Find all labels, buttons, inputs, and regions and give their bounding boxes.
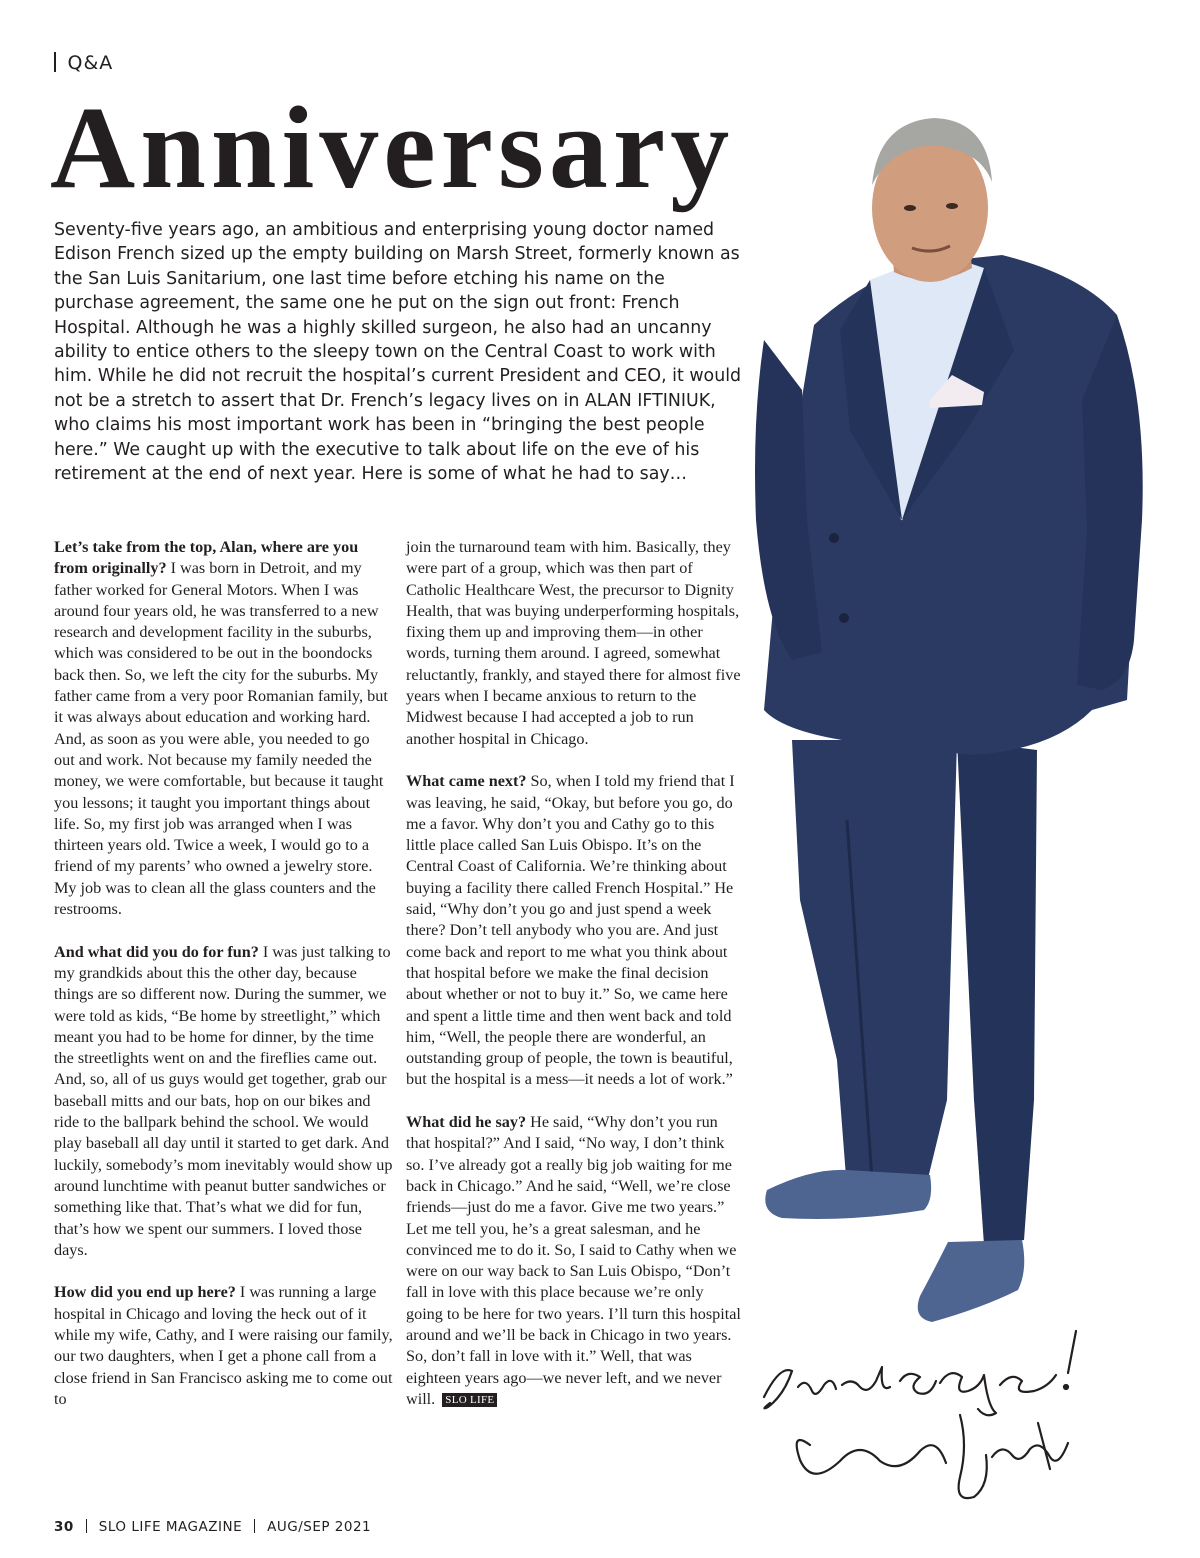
intro-paragraph: Seventy-five years ago, an ambitious and enterprising young doctor named Edison French sized up the empty building on Marsh Street, formerly known as the San Luis Sanitarium, one last time before etching his name on the purchase agreement, the same one he put on the sign out front: French Hospital. Although he was a highly skilled surgeon, he also had an uncanny ability to entice others to the sleepy town on the Central Coast to work with him. While he did not recruit the hospital’s current President and CEO, it would not be a stretch to assert that Dr. French’s legacy lives on in ALAN IFTINIUK, who claims his most important work has been in “bringing the best people here.” We caught up with the executive to talk about life on the eve of his retirement at the end of next year. Here is some of what he had to say… (54, 220, 742, 485)
qa-paragraph (54, 1282, 394, 1410)
question: How did you end up here? (54, 1283, 236, 1302)
answer: I was born in Detroit, and my father worked for General Motors. When I was around four years old, he was transferred to a new research and development facility in the suburbs, which was considered to be out in the boondocks back then. So, we left the city for the suburbs. My father came from a very poor Romanian family, but it was always about education and working hard. And, as soon as you were able, you needed to go out and work. Not because my family needed the money, we were comfortable, but because it taught you lessons; it taught you important things about life. So, my first job was arranged when I was thirteen years old. Twice a week, I would go to a friend of my parents’ who owned a jewelry store. My job was to clean all the glass counters and the restrooms. (54, 559, 388, 919)
answer: He said, “Why don’t you run that hospital?” And I said, “No way, I don’t think so. I’ve already got a really big job waiting for me back in Chicago.” And he said, “Well, we’re close friends—just do me a favor. Give me two years.” Let me tell you, he’s a great salesman, and he convinced me to do it. So, I said to Cathy when we were on our way back to San Luis Obispo, “Don’t fall in love with this place because we’re only going to be here for two years. I’ll turn this hospital around and we’ll be back in Chicago in two years. So, don’t fall in love with it.” Well, that was eighteen years ago—we never left, and we never will. (406, 1113, 741, 1408)
question: What came next? (406, 772, 527, 791)
section-divider (54, 52, 56, 72)
issue-date: AUG/SEP 2021 (267, 1519, 372, 1535)
footer-divider (254, 1519, 255, 1533)
answer: I was just talking to my grandkids about this the other day, because things are so different now. During the summer, we were told as kids, “Be home by streetlight,” which meant you had to be home for dinner, by the time the streetlights went on and the fireflies came out. And, so, all of us guys would get together, grab our baseball mitts and our bats, hop on our bikes and ride to the ballpark behind the school. We would play baseball all day until it started to get dark. And luckily, somebody’s mom inevitably would show up around lunchtime with peanut butter sandwiches or something like that. That’s what we did for fun, that’s how we spent our summers. I loved those days. (54, 942, 393, 1259)
answer: So, when I told my friend that I was leaving, he said, “Okay, but before you go, do me a favor. Why don’t you and Cathy go to this little place called San Luis Obispo. It’s on the Central Coast of California. We’re thinking about buying a facility there called French Hospital.” He said, “Why don’t you go and just spend a week there? Don’t tell anybody who you are. And just come back and report to me what you think about that hospital before we make the final decision about whether or not to buy it.” So, we came here and spent a little time and then went back and told him, “Well, the people there are wonderful, an outstanding group of people, the town is beautiful, but the hospital is a mess—it needs a lot of work.” (406, 772, 735, 1089)
section-label-text: Q&A (67, 52, 114, 74)
question: What did he say? (406, 1113, 527, 1132)
answer: I was running a large hospital in Chicago and loving the heck out of it while my wife, Cathy, and I were raising our family, our two daughters, when I get a phone call from a close friend in San Francisco asking me to come out to (54, 1283, 393, 1408)
qa-paragraph (54, 942, 394, 1261)
qa-paragraph (406, 771, 744, 1090)
qa-paragraph (406, 1112, 744, 1410)
signature (750, 1315, 1090, 1515)
magazine-name: SLO LIFE MAGAZINE (98, 1519, 243, 1535)
footer-divider (86, 1519, 87, 1533)
page-number: 30 (54, 1519, 74, 1535)
answer: join the turnaround team with him. Basically, they were part of a group, which was then part of Catholic Healthcare West, the precursor to Dignity Health, that was buying underperforming hospitals, fixing them up and improving them—in other words, turning them around. I agreed, somewhat reluctantly, frankly, and stayed there for almost five years when I became anxious to return to the Midwest because I had accepted a job to run another hospital in Chicago. (406, 538, 741, 748)
page-title: Anniversary (50, 82, 735, 213)
qa-paragraph (54, 537, 394, 920)
section-label (54, 52, 113, 74)
article-column-2 (406, 537, 744, 1410)
question: Let’s take from the top, Alan, where are you from originally? (54, 538, 359, 578)
qa-paragraph (406, 537, 744, 750)
portrait-photo (752, 100, 1152, 1340)
page-footer (54, 1519, 371, 1535)
question: And what did you do for fun? (54, 942, 259, 961)
end-mark: SLO LIFE (442, 1393, 497, 1407)
article-column-1 (54, 537, 394, 1410)
